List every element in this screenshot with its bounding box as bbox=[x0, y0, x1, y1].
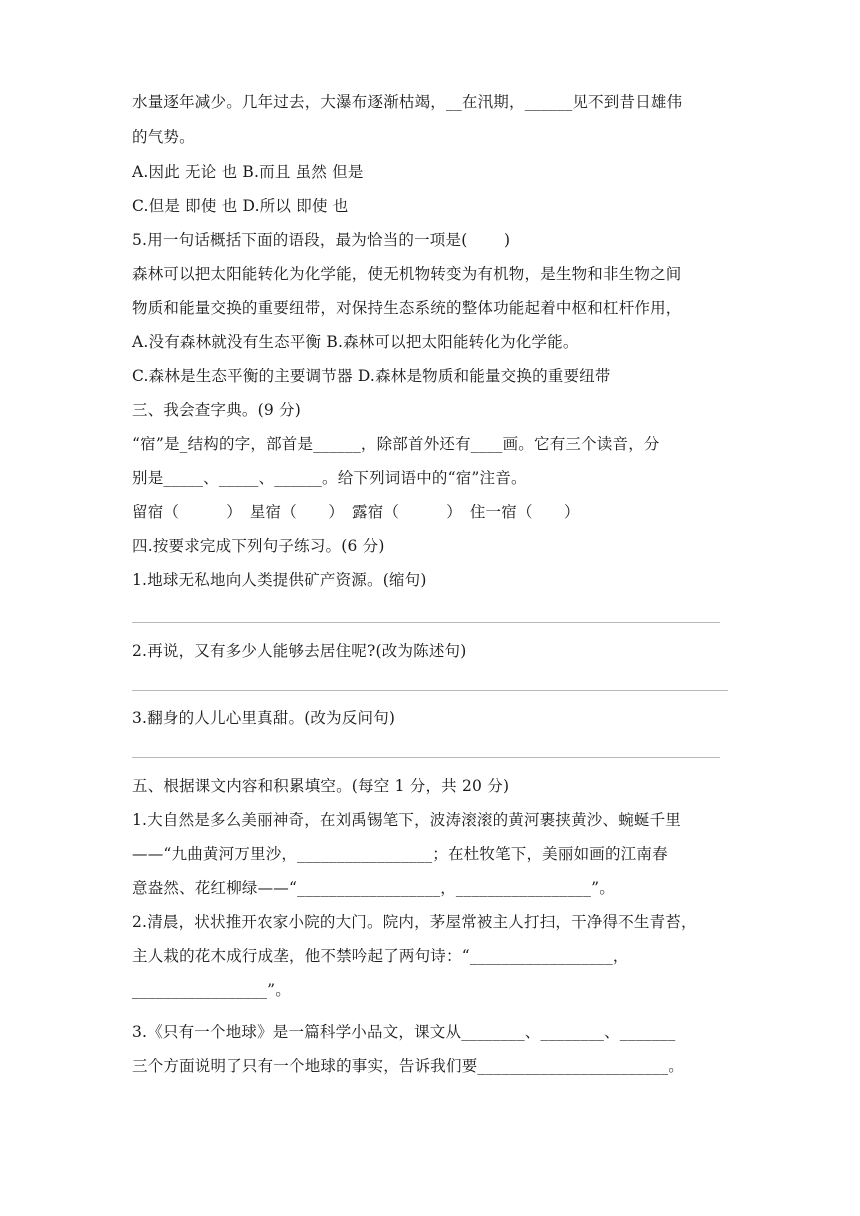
exercise-2: 2.再说，又有多少人能够去居住呢?(改为陈述句) bbox=[132, 642, 467, 660]
answer-line bbox=[132, 690, 728, 691]
option-line: A.因此 无论 也 B.而且 虽然 但是 bbox=[132, 163, 364, 181]
text-line: ——“九曲黄河万里沙，_________________；在杜牧笔下，美丽如画的江南春 bbox=[132, 845, 668, 863]
question-5: 5.用一句话概括下面的语段，最为恰当的一项是( ) bbox=[132, 231, 511, 249]
pinyin-blanks: 留宿（ ） 星宿（ ） 露宿（ ） 住一宿（ ） bbox=[132, 503, 580, 521]
text-line: _________________”。 bbox=[132, 981, 291, 999]
option-line: C.森林是生态平衡的主要调节器 D.森林是物质和能量交换的重要纽带 bbox=[132, 367, 611, 385]
text-line: 三个方面说明了只有一个地球的事实，告诉我们要________________________。 bbox=[132, 1057, 684, 1075]
text-line: 物质和能量交换的重要纽带，对保持生态系统的整体功能起着中枢和杠杆作用， bbox=[132, 299, 682, 317]
option-line: A.没有森林就没有生态平衡 B.森林可以把太阳能转化为化学能。 bbox=[132, 333, 579, 351]
text-line: 水量逐年减少。几年过去，大瀑布逐渐枯竭，__在汛期，______见不到昔日雄伟 bbox=[132, 93, 683, 111]
text-line: 意盎然、花红柳绿——“__________________，_________________”。 bbox=[132, 879, 615, 897]
text-line: 3.《只有一个地球》是一篇科学小品文，课文从________、________、_______ bbox=[132, 1023, 676, 1041]
exercise-1: 1.地球无私地向人类提供矿产资源。(缩句) bbox=[132, 571, 427, 589]
text-line: 的气势。 bbox=[132, 128, 195, 146]
answer-line bbox=[132, 622, 720, 623]
text-line: 森林可以把太阳能转化为化学能，使无机物转变为有机物，是生物和非生物之间 bbox=[132, 265, 682, 283]
exercise-3: 3.翻身的人儿心里真甜。(改为反问句) bbox=[132, 709, 396, 727]
section-heading-4: 四.按要求完成下列句子练习。(6 分) bbox=[132, 537, 385, 555]
text-line: 2.清晨，状状推开农家小院的大门。院内，茅屋常被主人打扫，干净得不生青苔， bbox=[132, 913, 697, 931]
answer-line bbox=[132, 757, 720, 758]
text-line: 主人栽的花木成行成垄，他不禁吟起了两句诗：“__________________， bbox=[132, 947, 629, 965]
option-line: C.但是 即使 也 D.所以 即使 也 bbox=[132, 197, 349, 215]
text-line: 1.大自然是多么美丽神奇，在刘禹锡笔下，波涛滚滚的黄河裹挟黄沙、蜿蜒千里 bbox=[132, 811, 681, 829]
text-line: “宿”是_结构的字，部首是______，除部首外还有____画。它有三个读音，分 bbox=[132, 435, 660, 453]
section-heading-3: 三、我会查字典。(9 分) bbox=[132, 401, 301, 419]
section-heading-5: 五、根据课文内容和积累填空。(每空 1 分，共 20 分) bbox=[132, 777, 510, 795]
text-line: 别是_____、_____、______。给下列词语中的“宿”注音。 bbox=[132, 469, 527, 487]
